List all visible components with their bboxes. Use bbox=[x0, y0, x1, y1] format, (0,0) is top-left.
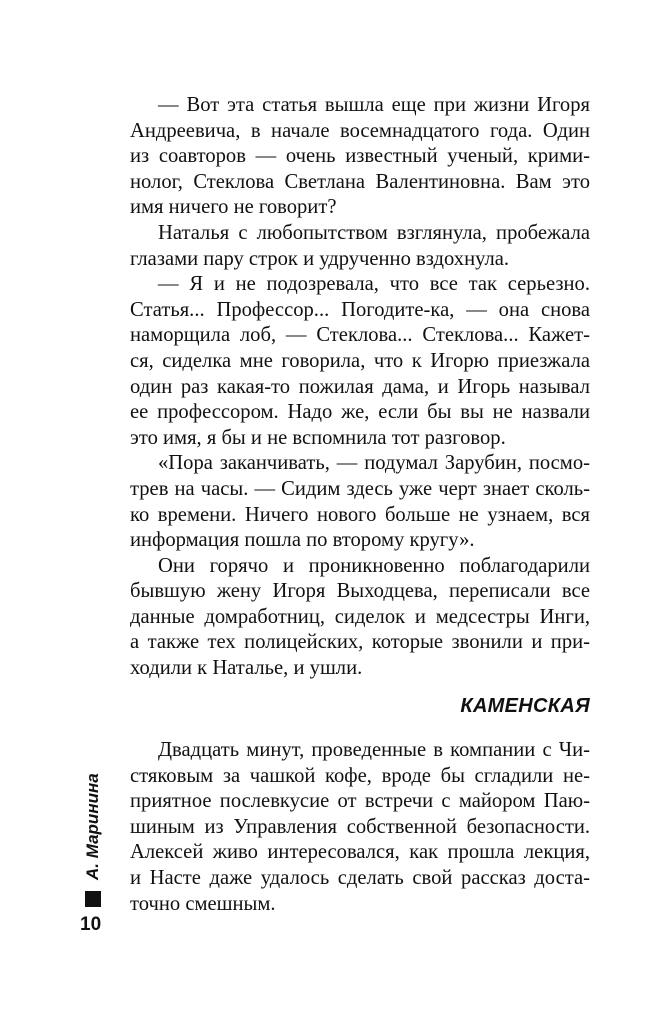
section-heading: КАМЕНСКАЯ bbox=[460, 695, 590, 717]
text-line: наморщила лоб, — Стеклова... Стеклова... Кажет- bbox=[130, 324, 590, 347]
text-line: Алексей живо интересовался, как прошла лекция, bbox=[130, 841, 590, 864]
running-head-author: А. Маринина bbox=[83, 773, 102, 880]
text-line: Двадцать минут, проведенные в компании с Чи- bbox=[158, 739, 590, 761]
text-line: — Вот эта статья вышла еще при жизни Игоря bbox=[158, 94, 590, 116]
text-line: информация пошла по второму кругу». bbox=[130, 529, 475, 552]
text-line: имя ничего не говорит? bbox=[130, 196, 337, 219]
text-line: один раз какая-то пожилая дама, и Игорь называл bbox=[130, 375, 590, 398]
text-line: а также тех полицейских, которые звонили и при- bbox=[130, 631, 590, 654]
section-body-text bbox=[130, 738, 590, 917]
text-line: трев на часы. — Сидим здесь уже черт знает сколь- bbox=[130, 477, 590, 500]
text-line: ходили к Наталье, и ушли. bbox=[130, 657, 363, 680]
text-line: бывшую жену Игоря Выходцева, переписали все bbox=[130, 580, 590, 603]
text-line: ся, сиделка мне говорила, что к Игорю приезжала bbox=[130, 349, 590, 372]
text-line: и Насте даже удалось сделать свой рассказ доста- bbox=[130, 866, 590, 889]
text-line: Они горячо и проникновенно поблагодарили bbox=[158, 554, 590, 577]
text-line: приятное послевкусие от встречи с майором Паю- bbox=[130, 790, 590, 813]
text-line: данные домработниц, сиделок и медсестры Инги, bbox=[130, 605, 590, 628]
page-marker-square bbox=[85, 891, 101, 907]
page-number: 10 bbox=[80, 914, 102, 935]
text-line: Наталья с любопытством взглянула, пробежала bbox=[158, 221, 590, 244]
text-line: Статья... Профессор... Погодите-ка, — она снова bbox=[130, 298, 590, 321]
text-line: ко времени. Ничего нового больше не узнаем, вся bbox=[130, 503, 590, 526]
text-line: глазами пару строк и удрученно вздохнула. bbox=[130, 247, 510, 270]
text-line: шиным из Управления собственной безопасности. bbox=[130, 815, 590, 838]
text-line: стяковым за чашкой кофе, вроде бы сгладили не- bbox=[130, 764, 590, 787]
main-body-text bbox=[130, 93, 590, 682]
text-line: — Я и не подозревала, что все так серьезно. bbox=[158, 273, 590, 296]
text-line: из соавторов — очень известный ученый, крими- bbox=[130, 145, 590, 168]
text-line: нолог, Стеклова Светлана Валентиновна. Вам это bbox=[130, 170, 590, 193]
text-line: Андреевича, в начале восемнадцатого года. Один bbox=[130, 119, 590, 142]
text-line: точно смешным. bbox=[130, 892, 276, 915]
text-line: ее профессором. Надо же, если бы вы не назвали bbox=[130, 401, 590, 424]
text-line: это имя, я бы и не вспомнила тот разговор. bbox=[130, 426, 506, 449]
text-line: «Пора заканчивать, — подумал Зарубин, посмо- bbox=[158, 452, 590, 475]
